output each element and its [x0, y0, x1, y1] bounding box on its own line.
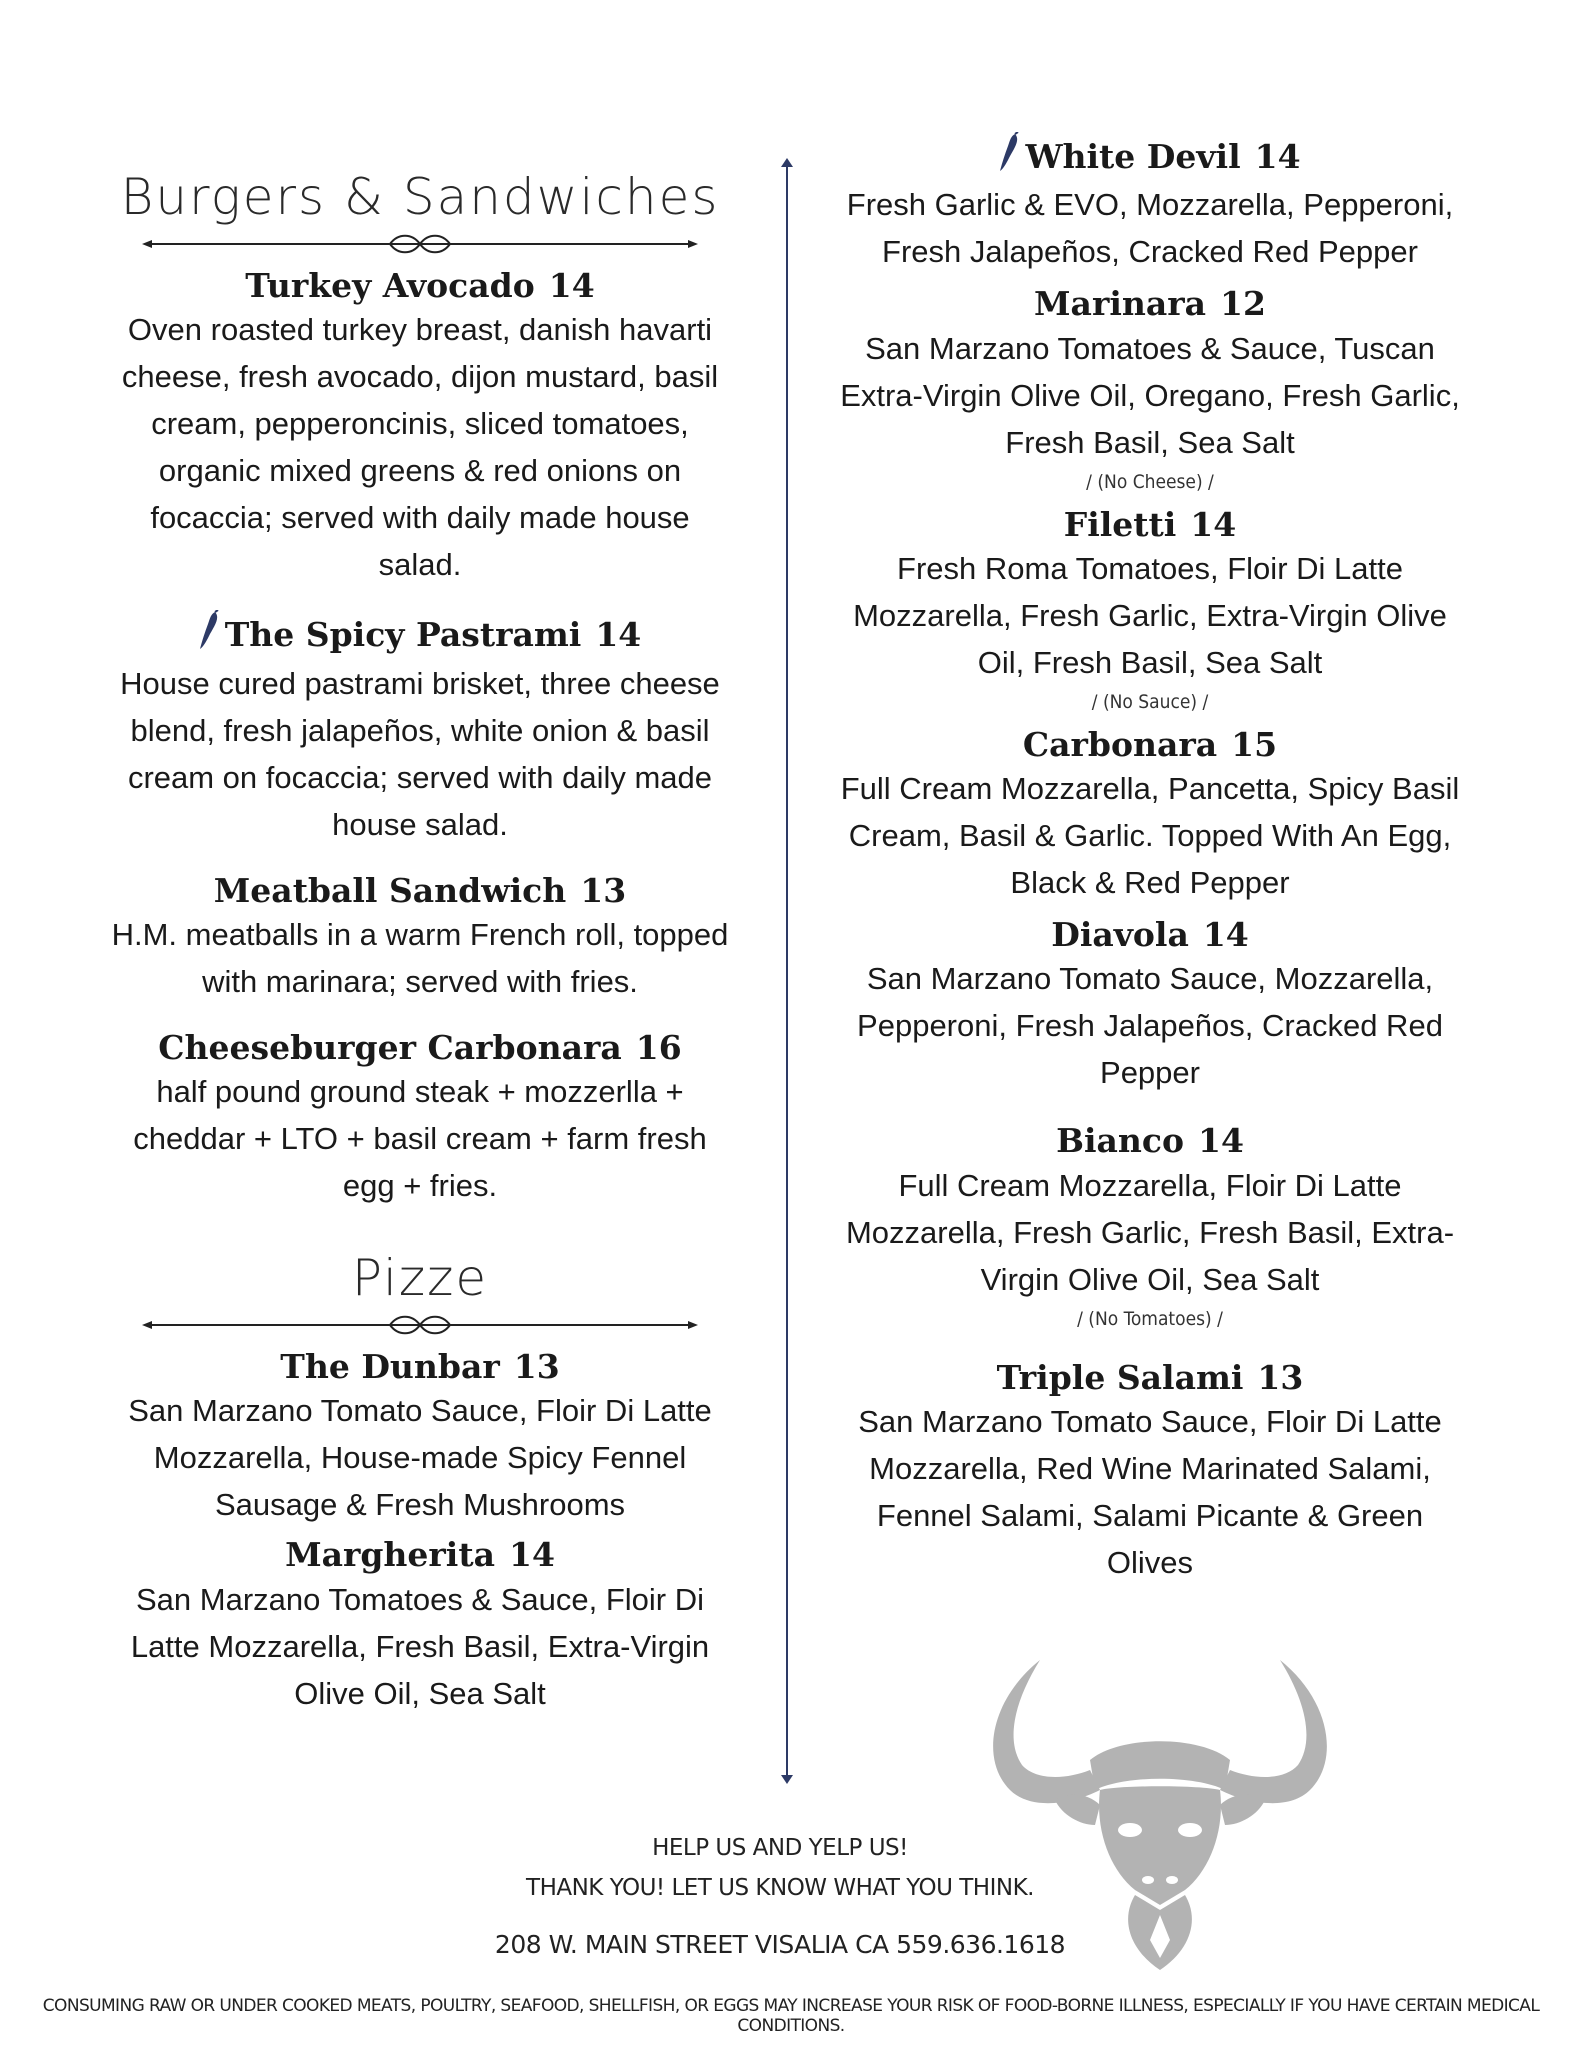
menu-item: [830, 1120, 1470, 1332]
right-column: [830, 132, 1470, 1608]
chili-pepper-icon: [199, 610, 221, 659]
item-name: Bianco 14: [1056, 1121, 1244, 1161]
menu-item: [110, 1027, 730, 1209]
item-name: Margherita 14: [285, 1535, 555, 1575]
item-note: / (No Cheese) /: [1086, 470, 1214, 493]
section-title-pizze: Pizze: [351, 1249, 489, 1307]
item-description: Fresh Garlic & EVO, Mozzarella, Pepperoni, Fresh Jalapeños, Cracked Red Pepper: [846, 187, 1454, 270]
menu-item: [830, 283, 1470, 495]
menu-item: [110, 870, 730, 1005]
item-description: Full Cream Mozzarella, Floir Di Latte Mozzarella, Fresh Garlic, Fresh Basil, Extra-Virgin Olive Oil, Sea Salt: [845, 1167, 1455, 1297]
menu-item: [830, 504, 1470, 716]
item-name: Carbonara 15: [1022, 724, 1278, 764]
chili-pepper-icon: [999, 132, 1021, 181]
item-description: H.M. meatballs in a warm French roll, topped with marinara; served with fries.: [111, 916, 729, 999]
item-description: San Marzano Tomatoes & Sauce, Tuscan Extra-Virgin Olive Oil, Oregano, Fresh Garlic, Fresh Basil, Sea Salt: [840, 330, 1460, 460]
menu-item: [110, 1346, 730, 1528]
item-description: San Marzano Tomato Sauce, Floir Di Latte Mozzarella, House-made Spicy Fennel Sausage & Fresh Mushrooms: [128, 1393, 712, 1523]
menu-item: [830, 132, 1470, 275]
ornamental-divider: [110, 229, 730, 259]
thanks-line: THANK YOU! LET US KNOW WHAT YOU THINK.: [526, 1875, 1034, 1901]
menu-item: [830, 724, 1470, 906]
column-divider: [786, 165, 788, 1777]
item-name: Triple Salami 13: [996, 1357, 1304, 1397]
menu-item: [830, 914, 1470, 1096]
item-note: / (No Sauce) /: [1091, 690, 1209, 713]
feedback-note: [380, 1828, 1180, 1908]
item-note: / (No Tomatoes) /: [1077, 1307, 1223, 1330]
item-name: Meatball Sandwich 13: [213, 870, 627, 910]
left-column: [110, 170, 730, 1739]
menu-item: [110, 610, 730, 847]
item-name: The Spicy Pastrami 14: [110, 610, 730, 659]
item-name: White Devil 14: [830, 132, 1470, 181]
item-description: House cured pastrami brisket, three cheese blend, fresh jalapeños, white onion & basil cream on focaccia; served with daily made house salad.: [120, 665, 720, 842]
item-name: The Dunbar 13: [280, 1347, 560, 1386]
item-description: San Marzano Tomato Sauce, Floir Di Latte Mozzarella, Red Wine Marinated Salami, Fennel Salami, Salami Picante & Green Olives: [858, 1403, 1442, 1580]
item-name: Marinara 12: [1034, 284, 1266, 324]
menu-item: [830, 1357, 1470, 1586]
column-divider-arrow-bottom: [781, 1775, 793, 1784]
item-description: San Marzano Tomato Sauce, Mozzarella, Pepperoni, Fresh Jalapeños, Cracked Red Pepper: [857, 961, 1443, 1091]
item-description: half pound ground steak + mozzerlla + cheddar + LTO + basil cream + farm fresh egg + fries.: [133, 1074, 707, 1203]
item-name: Turkey Avocado 14: [245, 266, 595, 305]
item-description: San Marzano Tomatoes & Sauce, Floir Di Latte Mozzarella, Fresh Basil, Extra-Virgin Olive Oil, Sea Salt: [130, 1581, 710, 1711]
item-description: Oven roasted turkey breast, danish havarti cheese, fresh avocado, dijon mustard, basil cream, pepperoncinis, sliced tomatoes, organic mixed greens & red onions on focaccia; served with daily made house salad.: [121, 312, 719, 583]
item-name: Filetti 14: [1063, 504, 1237, 544]
item-name: Cheeseburger Carbonara 16: [158, 1027, 682, 1067]
item-description: Fresh Roma Tomatoes, Floir Di Latte Mozzarella, Fresh Garlic, Extra-Virgin Olive Oil, Fresh Basil, Sea Salt: [853, 550, 1447, 680]
health-disclaimer: CONSUMING RAW OR UNDER COOKED MEATS, POULTRY, SEAFOOD, SHELLFISH, OR EGGS MAY INCREASE YOUR RISK OF FOOD-BORNE ILLNESS, ESPECIALLY IF YOU HAVE CERTAIN MEDICAL CONDITIONS.: [42, 1996, 1540, 2036]
address-line: 208 W. MAIN STREET VISALIA CA 559.636.1618: [494, 1930, 1066, 1959]
menu-item: [110, 1534, 730, 1716]
menu-item: [110, 265, 730, 588]
item-name: Diavola 14: [1051, 915, 1249, 954]
ornamental-divider: [110, 1310, 730, 1340]
section-title-burgers: Burgers & Sandwiches: [120, 168, 720, 226]
item-description: Full Cream Mozzarella, Pancetta, Spicy Basil Cream, Basil & Garlic. Topped With An Egg, Black & Red Pepper: [840, 771, 1460, 900]
help-line: HELP US AND YELP US!: [652, 1835, 908, 1861]
